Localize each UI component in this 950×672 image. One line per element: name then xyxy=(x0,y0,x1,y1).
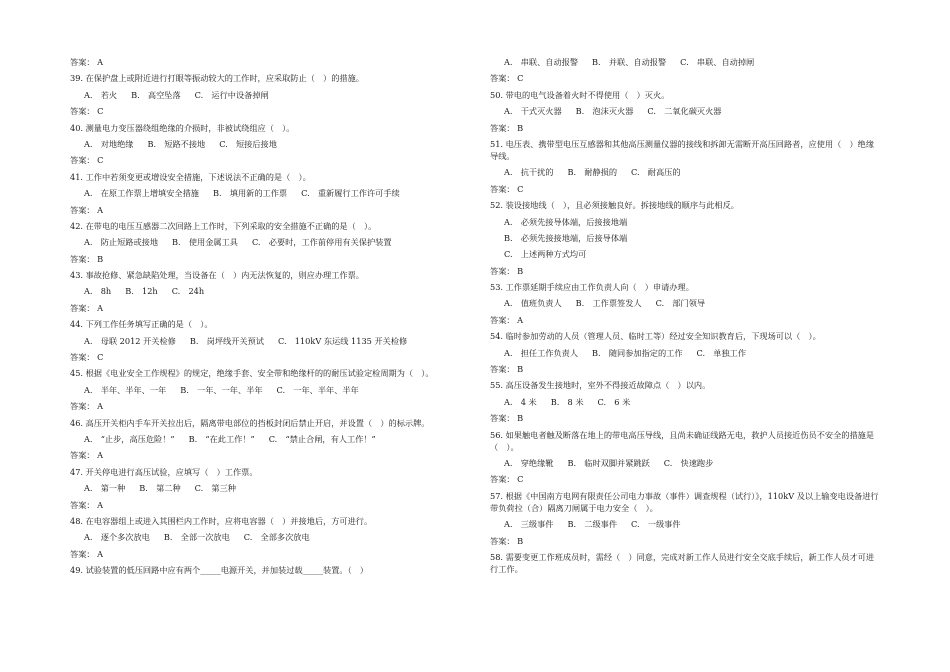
question-53 xyxy=(490,281,882,326)
option-c: C. 单独工作 xyxy=(696,347,747,358)
option-b: B. 泡沫灭火器 xyxy=(575,106,634,117)
options-row xyxy=(70,285,450,297)
option-c: C. 短接后接地 xyxy=(219,138,277,149)
answer-line: 答案： B xyxy=(490,535,524,546)
answer-line: 答案： B xyxy=(490,413,524,424)
answer-line: 答案： B xyxy=(490,364,524,375)
answer-line: 答案： A xyxy=(70,204,104,215)
question-43 xyxy=(70,269,450,314)
question-50 xyxy=(490,89,882,134)
question-46 xyxy=(70,417,450,462)
option-a: A. 4 米 xyxy=(504,396,537,407)
question-text: 53. 工作票延期手续应由工作负责人向（ ）申请办理。 xyxy=(490,282,694,293)
answer-line: 答案： C xyxy=(70,155,104,166)
option-b: B. 临时双脚并紧跳跃 xyxy=(567,457,650,468)
answer-line: 答案： A xyxy=(70,401,104,412)
question-text: 55. 高压设备发生接地时，室外不得接近故障点（ ）以内。 xyxy=(490,380,711,391)
options-row xyxy=(70,433,450,445)
answer-line: 答案： A xyxy=(70,450,104,461)
question-text: 46. 高压开关柜内手车开关拉出后，隔离带电部位的挡板封闭后禁止开启，并设置（ ）的标示牌。 xyxy=(70,417,430,428)
options-row xyxy=(490,56,882,68)
option-c: C. 全部多次放电 xyxy=(243,532,310,543)
options-row xyxy=(70,384,450,396)
question-55 xyxy=(490,379,882,424)
question-58 xyxy=(490,551,882,575)
options-row xyxy=(490,166,882,178)
question-40 xyxy=(70,122,450,167)
option-b: B. 高空坠落 xyxy=(131,89,181,100)
options-row xyxy=(490,105,882,117)
answer-line: 答案： C xyxy=(490,474,524,485)
option-b: B. 随同参加指定的工作 xyxy=(592,347,683,358)
option-a: A. “止步，高压危险！” xyxy=(84,433,175,444)
options-row xyxy=(70,89,450,101)
option-b: B. 并联、自动报警 xyxy=(592,57,667,67)
options-row xyxy=(70,236,450,248)
question-49 xyxy=(70,564,450,576)
answer-line: 答案： C xyxy=(70,352,104,363)
answer-line: 答案： A xyxy=(70,57,104,67)
option-b: B. 全部一次放电 xyxy=(163,532,230,543)
options-row xyxy=(70,482,450,494)
answer-line: 答案： A xyxy=(70,548,104,559)
options-row xyxy=(70,335,450,347)
question-54 xyxy=(490,330,882,375)
question-text: 57. 根据《中国南方电网有限责任公司电力事故（事件）调查规程（试行）》，110kV 及以上输变电设备进行带负荷拉（合）隔离刀闸属于电力安全（ ）。 xyxy=(490,490,879,513)
question-text: 44. 下列工作任务填写正确的是（ ）。 xyxy=(70,319,213,330)
option-a: A. 防止短路或接地 xyxy=(84,237,159,248)
option-a: A. 必须先接导体端，后接接地端 xyxy=(504,216,628,227)
question-48 xyxy=(70,515,450,560)
option-b: B. 填用新的工作票 xyxy=(212,188,288,199)
option-a: A. 抗干扰的 xyxy=(504,167,554,178)
option-a: A. 若火 xyxy=(84,89,118,100)
option-a: A. 值班负责人 xyxy=(504,298,562,309)
option-a: A. 逐个多次放电 xyxy=(84,532,150,543)
question-text: 42. 在带电的电压互感器二次回路上工作时，下列采取的安全措施不正确的是（ ）。 xyxy=(70,220,377,231)
question-39 xyxy=(70,72,450,117)
answer-line: 答案： B xyxy=(490,122,524,133)
options-row xyxy=(490,457,882,469)
question-text: 43. 事故抢修、紧急缺陷处理，当设备在（ ）内无法恢复的，则应办理工作票。 xyxy=(70,270,364,281)
question-41 xyxy=(70,171,450,216)
option-a: A. 在原工作票上增填安全措施 xyxy=(84,188,199,199)
option-c: C. “禁止合闸，有人工作！” xyxy=(268,433,376,444)
option-c: C. 快速跑步 xyxy=(663,457,714,468)
option-c: C. 运行中设备掉闸 xyxy=(194,89,269,100)
option-b: B. 耐静损的 xyxy=(567,167,618,178)
option-b: B. 短路不接地 xyxy=(147,138,206,149)
option-c: C. 一级事件 xyxy=(631,519,681,530)
question-45 xyxy=(70,367,450,412)
question-text: 47. 开关停电进行高压试验，应填写（ ）工作票。 xyxy=(70,466,258,477)
question-text: 41. 工作中若须变更或增设安全措施，下述说法不正确的是（ ）。 xyxy=(70,171,311,182)
option-c: C. 部门领导 xyxy=(655,298,706,309)
question-42 xyxy=(70,220,450,265)
option-b: B. 岗坪线开关预试 xyxy=(189,335,264,346)
option-c: C. 串联、自动掉闸 xyxy=(680,57,755,67)
question-text: 56. 如果触电者触及断落在地上的带电高压导线，且尚未确证线路无电，救护人员接近伤员不安全的措施是（ ）。 xyxy=(490,429,875,452)
question-text: 51. 电压表、携带型电压互感器和其他高压测量仪器的接线和拆卸无需断开高压回路者，应使用（ ）绝缘导线。 xyxy=(490,138,875,161)
question-text: 40. 测量电力变压器绕组绝缘的介损时，非被试绕组应（ ）。 xyxy=(70,122,295,133)
option-c: C. 耐高压的 xyxy=(631,167,681,178)
answer-line: 答案： A xyxy=(490,314,524,325)
left-column xyxy=(70,52,450,576)
option-a: A. 对地绝缘 xyxy=(84,138,134,149)
question-text: 58. 需要变更工作班成员时，需经（ ）同意，完成对新工作人员进行安全交底手续后，新工作人员才可进行工作。 xyxy=(490,551,875,574)
answer-line: 答案： C xyxy=(70,106,104,117)
option-a: A. 穿绝缘靴 xyxy=(504,457,554,468)
options-row xyxy=(490,396,882,408)
options-row xyxy=(490,297,882,309)
option-a: A. 串联、自动报警 xyxy=(504,57,579,67)
option-a: A. 半年、半年、一年 xyxy=(84,384,167,395)
option-b: B. 工作票签发人 xyxy=(575,298,642,309)
question-text: 52. 装设接地线（ ），且必须接触良好。拆接地线的顺序与此相反。 xyxy=(490,200,739,211)
question-56 xyxy=(490,429,882,486)
option-b: B. “在此工作！” xyxy=(188,433,255,444)
options-row xyxy=(70,187,450,199)
option-b: B. 12h xyxy=(125,286,158,297)
answer-line: 答案： A xyxy=(70,499,104,510)
option-a: A. 第一种 xyxy=(84,483,126,494)
option-a: A. 担任工作负责人 xyxy=(504,347,579,358)
options-row xyxy=(490,518,882,530)
question-44 xyxy=(70,318,450,363)
option-a: A. 三级事件 xyxy=(504,519,554,530)
question-57 xyxy=(490,490,882,547)
question-text: 49. 试验装置的低压回路中应有两个_____电源开关，并加装过载_____装置。（ ） xyxy=(70,565,369,576)
option-c: C. 一年、半年、半年 xyxy=(276,384,359,395)
option-c: C. 110kV 东运线 1135 开关检修 xyxy=(278,335,408,346)
option-c: C. 24h xyxy=(171,286,205,297)
option-c: C. 必要时，工作前停用有关保护装置 xyxy=(251,237,392,248)
option-b: B. 一年、一年、半年 xyxy=(180,384,263,395)
option-c: C. 6 米 xyxy=(597,396,631,407)
option-b: B. 第二种 xyxy=(139,483,181,494)
question-51 xyxy=(490,138,882,195)
right-column xyxy=(490,52,882,575)
option-b: B. 必须先接接地端，后接导体端 xyxy=(504,232,628,243)
question-text: 39. 在保护盘上或附近进行打眼等振动较大的工作时，应采取防止（ ）的措施。 xyxy=(70,73,364,84)
option-a: A. 干式灭火器 xyxy=(504,106,562,117)
answer-line: 答案： C xyxy=(490,73,524,84)
option-a: A. 母联 2012 开关检修 xyxy=(84,335,176,346)
option-b: B. 8 米 xyxy=(550,396,584,407)
option-b: B. 使用金属工具 xyxy=(172,237,238,248)
options-row xyxy=(490,347,882,359)
question-52 xyxy=(490,199,882,277)
option-b: B. 二级事件 xyxy=(567,519,618,530)
answer-line: 答案： B xyxy=(70,253,104,264)
answer-line: 答案： B xyxy=(490,265,524,276)
question-text: 48. 在电容器组上或进入其围栏内工作时，应将电容器（ ）并接地后，方可进行。 xyxy=(70,515,373,526)
question-text: 54. 临时参加劳动的人员（管理人员、临时工等）经过安全知识教育后，下现场可以（ ）。 xyxy=(490,331,821,342)
option-c: C. 第三种 xyxy=(194,483,236,494)
option-c: C. 二氧化碳灭火器 xyxy=(647,106,722,117)
option-a: A. 8h xyxy=(84,286,112,297)
question-text: 45. 根据《电业安全工作规程》的规定，绝缘手套、安全带和绝缘杆的的耐压试验定检周期为（ ）。 xyxy=(70,368,434,379)
options-row xyxy=(70,531,450,543)
answer-line: 答案： A xyxy=(70,302,104,313)
option-c: C. 重新履行工作许可手续 xyxy=(301,188,400,199)
option-c: C. 上述两种方式均可 xyxy=(504,249,587,260)
answer-line: 答案： C xyxy=(490,183,524,194)
options-row xyxy=(70,138,450,150)
question-text: 50. 带电的电气设备着火时不得使用（ ）灭火。 xyxy=(490,89,670,100)
question-47 xyxy=(70,466,450,511)
